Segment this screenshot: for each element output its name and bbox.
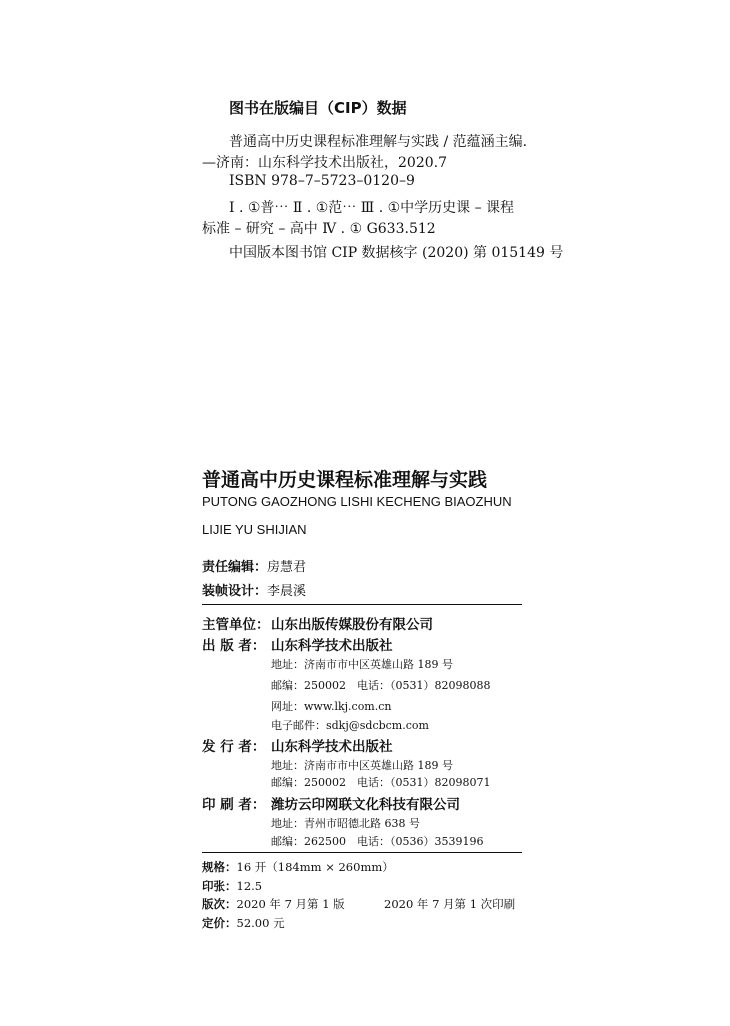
sheets-label: 印张： — [202, 879, 237, 893]
cip-line-classification-1: Ⅰ . ①普⋯ Ⅱ . ①范⋯ Ⅲ . ①中学历史课 – 课程 — [229, 200, 515, 216]
cip-line-classification-2: 标准 – 研究 – 高中 Ⅳ . ① G633.512 — [202, 221, 436, 237]
distributor-label: 发 行 者： — [202, 739, 266, 755]
editor-credit — [202, 556, 306, 575]
divider-top — [202, 604, 522, 605]
edition-label: 版次： — [202, 897, 237, 911]
cip-line-record-number: 中国版本图书馆 CIP 数据核字 (2020) 第 015149 号 — [229, 245, 564, 261]
printer-contact: 邮编：262500 电话：（0536）3539196 — [271, 835, 484, 848]
cip-line-title: 普通高中历史课程标准理解与实践 / 范蕴涵主编. — [229, 134, 528, 150]
edition-value: 2020 年 7 月第 1 版 — [236, 897, 345, 911]
price-label: 定价： — [202, 916, 237, 930]
distributor-name: 山东科学技术出版社 — [271, 739, 393, 755]
design-name: 李晨溪 — [267, 584, 307, 599]
book-title: 普通高中历史课程标准理解与实践 — [202, 469, 488, 491]
cip-heading: 图书在版编目（CIP）数据 — [229, 99, 407, 117]
publisher-label: 出 版 者： — [202, 638, 266, 654]
editor-name: 房慧君 — [267, 560, 307, 575]
supervisor-name: 山东出版传媒股份有限公司 — [271, 617, 433, 633]
spec-format — [202, 859, 394, 875]
supervisor-label: 主管单位： — [202, 617, 270, 633]
publisher-name: 山东科学技术出版社 — [271, 638, 393, 654]
publisher-website: 网址：www.lkj.com.cn — [271, 700, 392, 713]
printer-label: 印 刷 者： — [202, 797, 266, 813]
format-value: 16 开（184mm × 260mm） — [236, 860, 394, 874]
editor-label: 责任编辑： — [202, 560, 268, 575]
distributor-address: 地址：济南市市中区英雄山路 189 号 — [271, 759, 453, 772]
spec-sheets — [202, 878, 262, 894]
spec-price — [202, 915, 285, 931]
printer-name: 潍坊云印网联文化科技有限公司 — [271, 797, 460, 813]
book-title-pinyin-1: PUTONG GAOZHONG LISHI KECHENG BIAOZHUN — [202, 494, 512, 509]
distributor-contact: 邮编：250002 电话：（0531）82098071 — [271, 776, 491, 789]
book-title-pinyin-2: LIJIE YU SHIJIAN — [202, 522, 307, 537]
spec-edition — [202, 896, 345, 912]
design-label: 装帧设计： — [202, 584, 268, 599]
publisher-address: 地址：济南市市中区英雄山路 189 号 — [271, 658, 453, 671]
sheets-value: 12.5 — [236, 879, 263, 893]
publisher-email: 电子邮件：sdkj@sdcbcm.com — [271, 719, 429, 732]
publisher-contact: 邮编：250002 电话：（0531）82098088 — [271, 679, 491, 692]
cip-line-publisher: —济南：山东科学技术出版社，2020.7 — [202, 155, 447, 171]
divider-bottom — [202, 852, 522, 853]
format-label: 规格： — [202, 860, 237, 874]
cip-line-isbn: ISBN 978–7–5723–0120–9 — [229, 173, 415, 189]
spec-printing: 2020 年 7 月第 1 次印刷 — [384, 897, 516, 911]
design-credit — [202, 580, 306, 599]
price-value: 52.00 元 — [236, 916, 285, 930]
printer-address: 地址：青州市昭德北路 638 号 — [271, 817, 420, 830]
